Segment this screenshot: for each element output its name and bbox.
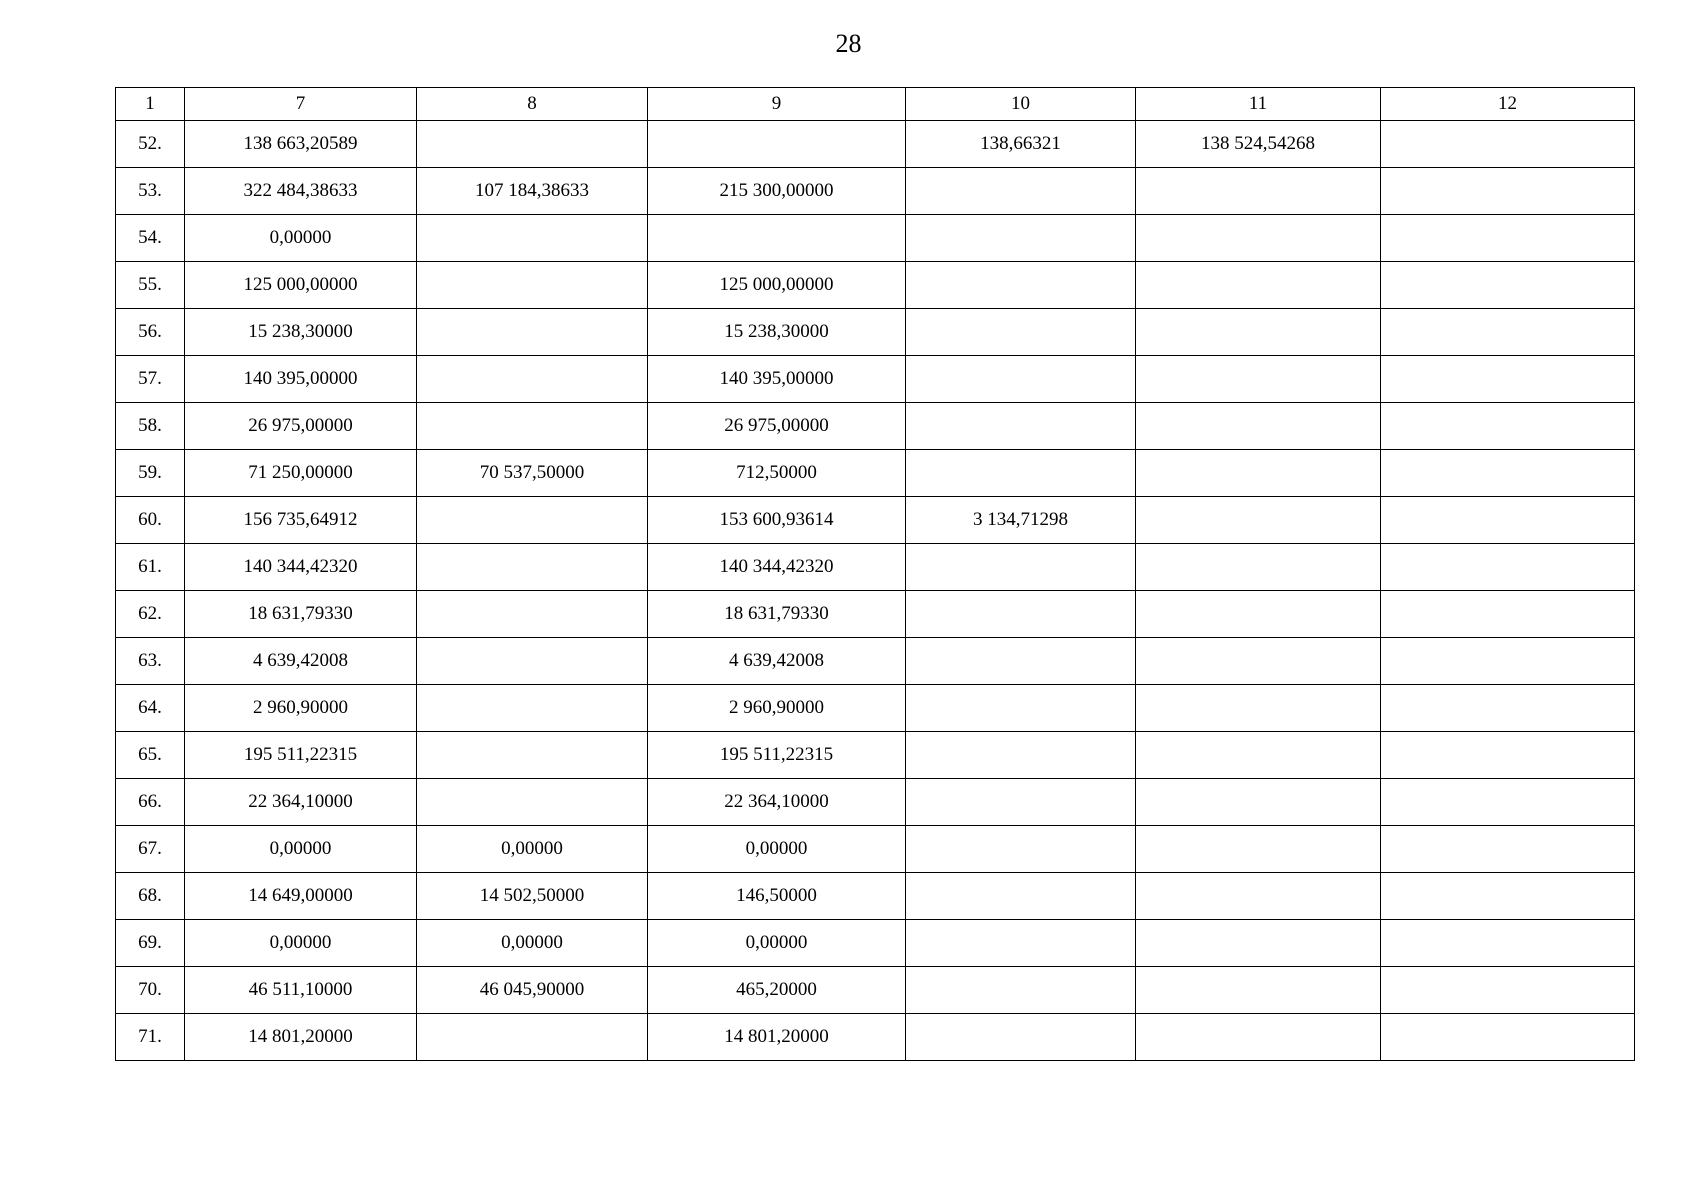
page-number: 28 — [835, 29, 862, 58]
table-cell — [417, 309, 648, 356]
table-row — [116, 685, 1635, 732]
table-row — [116, 356, 1635, 403]
table-cell — [906, 638, 1136, 685]
header-cell: 7 — [185, 88, 417, 121]
row-number-cell: 56. — [116, 309, 185, 356]
row-number-cell: 54. — [116, 215, 185, 262]
table-cell — [1381, 403, 1635, 450]
table-cell: 156 735,64912 — [185, 497, 417, 544]
table-cell: 140 395,00000 — [185, 356, 417, 403]
table-row — [116, 732, 1635, 779]
table-cell — [906, 685, 1136, 732]
table-cell — [1381, 309, 1635, 356]
table-row — [116, 121, 1635, 168]
table-cell — [417, 685, 648, 732]
table-cell: 153 600,93614 — [648, 497, 906, 544]
table-cell: 0,00000 — [417, 826, 648, 873]
table-cell — [1136, 826, 1381, 873]
table-cell: 14 649,00000 — [185, 873, 417, 920]
table-cell — [1136, 356, 1381, 403]
table-cell — [1381, 591, 1635, 638]
table-row — [116, 591, 1635, 638]
header-cell: 12 — [1381, 88, 1635, 121]
table-cell: 18 631,79330 — [185, 591, 417, 638]
table-cell: 138,66321 — [906, 121, 1136, 168]
table-cell — [1381, 779, 1635, 826]
table-cell — [417, 591, 648, 638]
table-cell: 15 238,30000 — [185, 309, 417, 356]
table-row — [116, 826, 1635, 873]
header-cell: 10 — [906, 88, 1136, 121]
table-cell — [648, 121, 906, 168]
header-row — [116, 88, 1635, 121]
table-cell: 46 045,90000 — [417, 967, 648, 1014]
table-row — [116, 497, 1635, 544]
table-cell — [417, 1014, 648, 1061]
table-cell — [1381, 356, 1635, 403]
table-cell — [1136, 732, 1381, 779]
table-cell: 146,50000 — [648, 873, 906, 920]
table-row — [116, 215, 1635, 262]
table-cell — [1136, 309, 1381, 356]
table-cell — [417, 215, 648, 262]
table-row — [116, 450, 1635, 497]
table-cell — [417, 403, 648, 450]
table-row — [116, 779, 1635, 826]
row-number-cell: 64. — [116, 685, 185, 732]
table-cell — [1136, 920, 1381, 967]
row-number-cell: 60. — [116, 497, 185, 544]
row-number-cell: 58. — [116, 403, 185, 450]
table-cell — [1381, 168, 1635, 215]
table-body — [116, 121, 1635, 1061]
table-cell: 26 975,00000 — [185, 403, 417, 450]
header-cell: 8 — [417, 88, 648, 121]
row-number-cell: 53. — [116, 168, 185, 215]
table-cell — [417, 638, 648, 685]
table-cell — [1136, 403, 1381, 450]
table-cell — [906, 920, 1136, 967]
table-cell — [1381, 685, 1635, 732]
table-cell: 0,00000 — [185, 920, 417, 967]
table-cell: 712,50000 — [648, 450, 906, 497]
table-cell: 3 134,71298 — [906, 497, 1136, 544]
table-cell — [906, 732, 1136, 779]
table-cell — [1381, 544, 1635, 591]
table-cell: 18 631,79330 — [648, 591, 906, 638]
table-cell: 26 975,00000 — [648, 403, 906, 450]
table-cell — [906, 450, 1136, 497]
row-number-cell: 66. — [116, 779, 185, 826]
table-cell: 195 511,22315 — [648, 732, 906, 779]
header-cell: 1 — [116, 88, 185, 121]
table-cell — [906, 1014, 1136, 1061]
table-cell: 140 395,00000 — [648, 356, 906, 403]
table-cell: 4 639,42008 — [648, 638, 906, 685]
table-cell: 465,20000 — [648, 967, 906, 1014]
table-cell — [1136, 1014, 1381, 1061]
row-number-cell: 70. — [116, 967, 185, 1014]
table-cell — [1136, 638, 1381, 685]
table-cell — [1136, 544, 1381, 591]
table-cell: 70 537,50000 — [417, 450, 648, 497]
table-row — [116, 873, 1635, 920]
table-cell — [417, 356, 648, 403]
table-cell: 125 000,00000 — [648, 262, 906, 309]
row-number-cell: 52. — [116, 121, 185, 168]
table-cell — [1136, 685, 1381, 732]
table-cell: 0,00000 — [648, 826, 906, 873]
table-cell — [1136, 497, 1381, 544]
table-cell — [648, 215, 906, 262]
table-cell — [1381, 262, 1635, 309]
table-cell — [1381, 967, 1635, 1014]
table-cell — [906, 826, 1136, 873]
table-cell — [906, 309, 1136, 356]
table-cell: 138 663,20589 — [185, 121, 417, 168]
row-number-cell: 71. — [116, 1014, 185, 1061]
table-cell — [906, 591, 1136, 638]
table-cell — [1136, 779, 1381, 826]
table-cell: 0,00000 — [417, 920, 648, 967]
table-cell: 125 000,00000 — [185, 262, 417, 309]
table-row — [116, 168, 1635, 215]
table-cell — [906, 356, 1136, 403]
table-cell — [906, 168, 1136, 215]
row-number-cell: 63. — [116, 638, 185, 685]
table-cell: 46 511,10000 — [185, 967, 417, 1014]
table-row — [116, 967, 1635, 1014]
row-number-cell: 61. — [116, 544, 185, 591]
table-cell: 138 524,54268 — [1136, 121, 1381, 168]
table-cell — [1136, 215, 1381, 262]
table-cell: 71 250,00000 — [185, 450, 417, 497]
table-cell — [1136, 450, 1381, 497]
row-number-cell: 65. — [116, 732, 185, 779]
table-cell — [417, 732, 648, 779]
table-cell — [1381, 638, 1635, 685]
table-cell: 4 639,42008 — [185, 638, 417, 685]
table-cell — [417, 544, 648, 591]
table-cell — [1136, 262, 1381, 309]
table-cell — [1381, 920, 1635, 967]
table-row — [116, 403, 1635, 450]
table-cell — [417, 497, 648, 544]
table-cell: 215 300,00000 — [648, 168, 906, 215]
table-cell — [906, 967, 1136, 1014]
table-row — [116, 638, 1635, 685]
table-cell: 140 344,42320 — [648, 544, 906, 591]
table-cell — [906, 873, 1136, 920]
row-number-cell: 68. — [116, 873, 185, 920]
data-table — [115, 87, 1635, 1061]
table-cell — [1136, 168, 1381, 215]
table-cell — [1381, 497, 1635, 544]
table-row — [116, 544, 1635, 591]
table-cell — [1136, 591, 1381, 638]
table-cell: 22 364,10000 — [185, 779, 417, 826]
table-cell — [1381, 873, 1635, 920]
table-cell: 14 801,20000 — [648, 1014, 906, 1061]
table-cell — [1381, 215, 1635, 262]
table-cell: 15 238,30000 — [648, 309, 906, 356]
table-cell — [417, 262, 648, 309]
table-cell — [1381, 1014, 1635, 1061]
table-cell: 140 344,42320 — [185, 544, 417, 591]
table-cell: 107 184,38633 — [417, 168, 648, 215]
table-cell: 0,00000 — [185, 215, 417, 262]
table-row — [116, 309, 1635, 356]
table-cell — [1381, 450, 1635, 497]
row-number-cell: 59. — [116, 450, 185, 497]
table-cell: 195 511,22315 — [185, 732, 417, 779]
table-cell — [906, 215, 1136, 262]
row-number-cell: 62. — [116, 591, 185, 638]
row-number-cell: 57. — [116, 356, 185, 403]
header-cell: 11 — [1136, 88, 1381, 121]
table-cell: 14 502,50000 — [417, 873, 648, 920]
row-number-cell: 67. — [116, 826, 185, 873]
table-cell — [1381, 732, 1635, 779]
table-cell: 2 960,90000 — [648, 685, 906, 732]
row-number-cell: 69. — [116, 920, 185, 967]
table-cell — [1381, 121, 1635, 168]
table-cell — [417, 121, 648, 168]
table-cell: 0,00000 — [185, 826, 417, 873]
table-cell — [1381, 826, 1635, 873]
table-cell: 2 960,90000 — [185, 685, 417, 732]
table-cell — [906, 262, 1136, 309]
table-cell — [906, 779, 1136, 826]
table-row — [116, 920, 1635, 967]
table-cell — [906, 544, 1136, 591]
table-row — [116, 262, 1635, 309]
table-cell — [1136, 967, 1381, 1014]
table-cell: 0,00000 — [648, 920, 906, 967]
table-cell: 22 364,10000 — [648, 779, 906, 826]
table-cell — [417, 779, 648, 826]
table-cell: 322 484,38633 — [185, 168, 417, 215]
row-number-cell: 55. — [116, 262, 185, 309]
table-cell — [1136, 873, 1381, 920]
table-header — [116, 88, 1635, 121]
header-cell: 9 — [648, 88, 906, 121]
table-row — [116, 1014, 1635, 1061]
table-cell: 14 801,20000 — [185, 1014, 417, 1061]
table-cell — [906, 403, 1136, 450]
